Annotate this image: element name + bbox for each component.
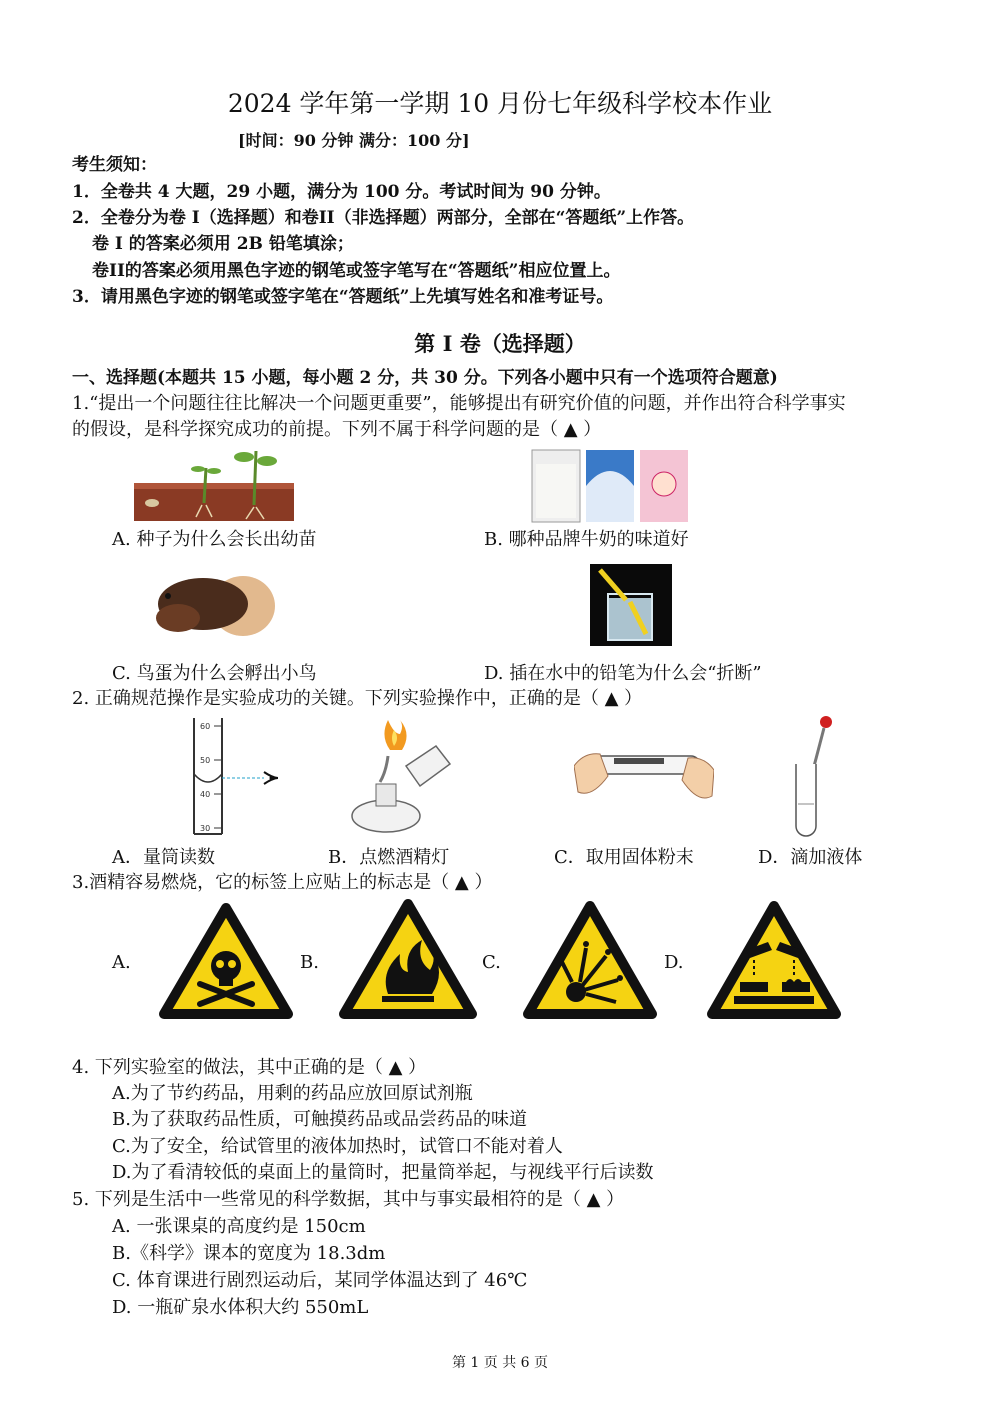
q2-option-d: D．滴加液体 [758,847,863,868]
q1-option-d: D. 插在水中的铅笔为什么会“折断” [484,663,762,684]
q3-stem: 3.酒精容易燃烧，它的标签上应贴上的标志是（ ▲ ） [72,872,493,893]
q5-option-a: A. 一张课桌的高度约是 150cm [112,1216,366,1237]
notice-line: 卷II的答案必须用黑色字迹的钢笔或签字笔写在“答题纸”相应位置上。 [92,261,621,281]
q1-option-c: C. 鸟蛋为什么会孵出小鸟 [112,663,317,684]
cylinder-tick: 30 [200,824,211,833]
q4-stem: 4. 下列实验室的做法，其中正确的是（ ▲ ） [72,1057,427,1078]
q3-label-c: C. [482,952,501,973]
hatching-chick-image [148,566,278,644]
section-heading: 一、选择题(本题共 15 小题，每小题 2 分，共 30 分。下列各小题中只有一个选项符合题意) [72,368,778,388]
page-number: 第 1 页 共 6 页 [451,1355,549,1371]
q2-stem: 2. 正确规范操作是实验成功的关键。下列实验操作中，正确的是（ ▲ ） [72,688,643,709]
notice-heading: 考生须知： [72,155,157,175]
graduated-cylinder-image [186,716,286,836]
q5-option-c: C. 体育课进行剧烈运动后，某同学体温达到了 46℃ [112,1270,528,1291]
flammable-warning-sign [336,896,480,1022]
page-title: 2024 学年第一学期 10 月份七年级科学校本作业 [227,89,773,118]
q4-option-a: A.为了节约药品，用剩的药品应放回原试剂瓶 [112,1083,473,1104]
q1-stem-line1: 1.“提出一个问题往往比解决一个问题更重要”，能够提出有研究价值的问题，并作出符合科学事实 [72,393,846,414]
q1-option-a: A. 种子为什么会长出幼苗 [112,529,317,550]
q3-label-a: A. [112,952,131,973]
q3-label-b: B. [300,952,319,973]
q2-option-c: C．取用固体粉末 [554,847,694,868]
section-title: 第 I 卷（选择题） [414,331,586,356]
q1-option-b: B. 哪种品牌牛奶的味道好 [484,529,689,550]
cylinder-tick: 60 [200,722,211,731]
q4-option-c: C.为了安全，给试管里的液体加热时，试管口不能对着人 [112,1136,563,1157]
q4-option-d: D.为了看清较低的桌面上的量筒时，把量筒举起，与视线平行后读数 [112,1162,654,1183]
q5-stem: 5. 下列是生活中一些常见的科学数据，其中与事实最相符的是（ ▲ ） [72,1189,625,1210]
notice-line: 卷 I 的答案必须用 2B 铅笔填涂； [92,234,354,254]
notice-line: 2．全卷分为卷 I（选择题）和卷II（非选择题）两部分，全部在“答题纸”上作答。 [72,208,695,228]
q2-option-a: A．量筒读数 [112,847,215,868]
q4-option-b: B.为了获取药品性质，可触摸药品或品尝药品的味道 [112,1109,527,1130]
q5-option-b: B.《科学》课本的宽度为 18.3dm [112,1243,386,1264]
toxic-warning-sign [156,900,296,1022]
dropper-test-tube-image [790,714,840,840]
q5-option-d: D. 一瓶矿泉水体积大约 550mL [112,1297,369,1318]
q1-stem-line2: 的假设，是科学探究成功的前提。下列不属于科学问题的是（ ▲ ） [72,419,602,440]
notice-line: 3．请用黑色字迹的钢笔或签字笔在“答题纸”上先填写姓名和准考证号。 [72,287,614,307]
explosive-warning-sign [520,898,660,1022]
cylinder-tick: 40 [200,790,211,799]
notice-line: 1．全卷共 4 大题，29 小题，满分为 100 分。考试时间为 90 分钟。 [72,182,611,202]
milk-cartons-image [528,446,693,524]
alcohol-lamp-image [346,716,456,838]
corrosive-warning-sign [704,898,844,1022]
cylinder-tick: 50 [200,756,211,765]
q2-option-b: B．点燃酒精灯 [328,847,450,868]
exam-meta: [时间：90 分钟 满分：100 分] [238,131,470,150]
seed-sprout-image [134,443,294,523]
q3-label-d: D. [664,952,684,973]
powder-test-tube-image [574,736,714,808]
pencil-in-water-image [590,564,672,646]
